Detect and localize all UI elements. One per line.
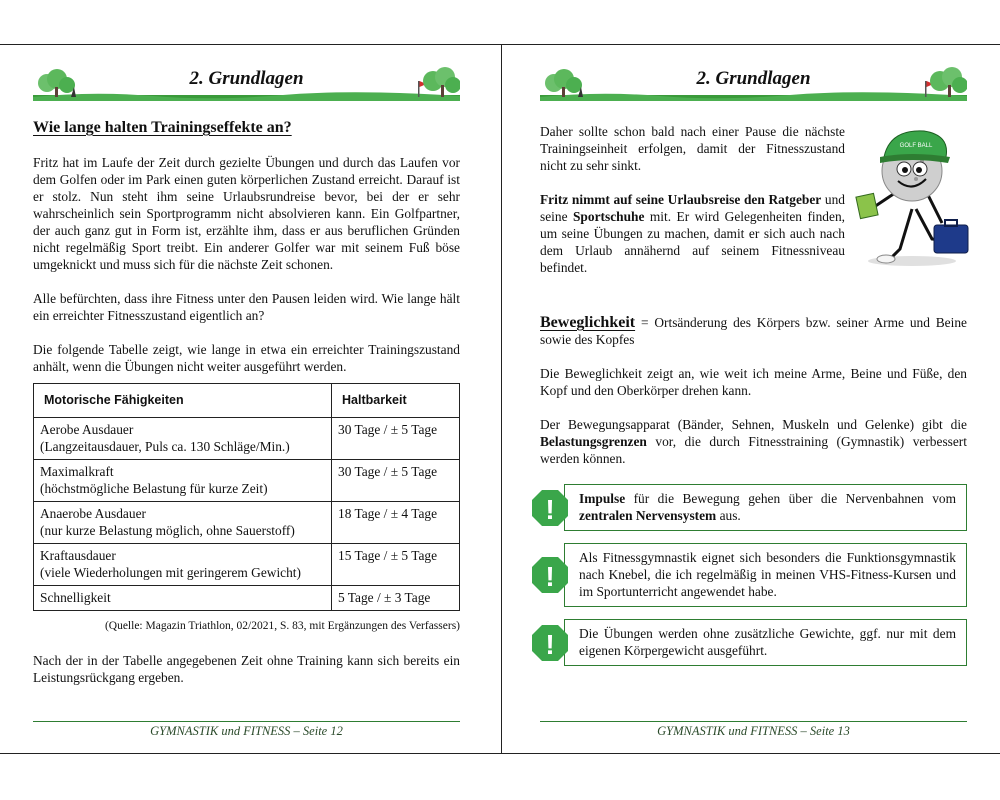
paragraph-definition [540, 314, 967, 348]
paragraph-mobility: Die Beweglichkeit zeigt an, wie weit ich meine Arme, Beine und Füße, den Kopf und den Oberkörper drehen kann. [540, 366, 967, 398]
table-row [34, 460, 460, 502]
paragraph-question: Alle befürchten, dass ihre Fitness unter den Pausen leiden wird. Wie lange hält ein erreichter Fitnesszustand eigentlich an? [33, 291, 460, 323]
ability-name: Kraftausdauer [40, 548, 116, 563]
exclamation-icon [531, 624, 569, 662]
ability-note: (nur kurze Belastung möglich, ohne Sauerstoff) [40, 523, 295, 538]
table-row [34, 502, 460, 544]
ability-note: (höchstmögliche Belastung für kurze Zeit) [40, 481, 268, 496]
ability-name: Maximalkraft [40, 464, 114, 479]
apparatus-bold: Belastungsgrenzen [540, 434, 647, 449]
durability-value: 30 Tage / ± 5 Tage [332, 418, 460, 460]
hint-box [545, 484, 967, 531]
left-body [33, 115, 460, 686]
left-page [33, 45, 460, 753]
hint-symbol: ! [545, 561, 555, 592]
hint-box [545, 619, 967, 666]
ability-name: Schnelligkeit [40, 590, 111, 605]
column-header-durability: Haltbarkeit [332, 384, 460, 418]
paragraph-table-intro: Die folgende Tabelle zeigt, wie lange in etwa ein erreichter Trainingszustand anhält, wenn die Übungen nicht weiter ausgeführt werden. [33, 342, 460, 374]
chapter-header [33, 63, 460, 103]
paragraph-fritz-travel [540, 191, 845, 276]
table-header-row [34, 384, 460, 418]
table-row [34, 418, 460, 460]
hint1-text-2: aus. [716, 508, 741, 523]
hint1-bold-1: Impulse [579, 491, 626, 506]
fritz-text-1: und seine [540, 192, 845, 224]
hint-symbol: ! [545, 628, 555, 660]
chapter-header [540, 63, 967, 103]
hint1-bold-2: zentralen Nervensystem [579, 508, 717, 523]
right-body [540, 115, 967, 666]
hint-box [545, 543, 967, 607]
column-header-abilities: Motorische Fähigkeiten [34, 384, 332, 418]
paragraph-fritz: Fritz hat im Laufe der Zeit durch gezielte Übungen und durch das Laufen vor dem Golfen oder im Park einen guten körperlichen Zustand erreicht. Darauf ist er stolz. Nun steht ihm seine Urlaubsrundreise bevor, bei der er sehr wahrscheinlich sein Sportprogramm nicht absolvieren kann. Ein Golfpartner, der auch ganz gut in Form ist, erzählte ihm, dass er aus beruflichen Gründen nicht regelmäßig Sport treibt. Ein anderer Golfer war mit seinem Fuß böse umgeknickt und muss sich für die nächste Zeit schonen. [33, 155, 460, 272]
durability-table [33, 383, 460, 611]
hint1-text-1: für die Bewegung gehen über die Nervenbahnen vom [625, 491, 956, 506]
chapter-title: 2. Grundlagen [189, 68, 304, 89]
durability-value: 5 Tage / ± 3 Tage [332, 586, 460, 611]
fritz-text-2: mit. Er wird Gelegenheiten finden, um seine Übungen zu machen, damit er sich auch nach dem Urlaub annähernd auf seinem Fitnessniveau befindet. [540, 209, 845, 275]
durability-value: 30 Tage / ± 5 Tage [332, 460, 460, 502]
hint3-text: Die Übungen werden ohne zusätzliche Gewichte, ggf. nur mit dem eigenen Körpergewicht ausgeführt. [579, 626, 956, 658]
ability-note: (viele Wiederholungen mit geringerem Gewicht) [40, 565, 301, 580]
durability-value: 18 Tage / ± 4 Tage [332, 502, 460, 544]
durability-value: 15 Tage / ± 5 Tage [332, 544, 460, 586]
exclamation-icon [531, 556, 569, 594]
cap-label: GOLF BALL [899, 143, 933, 149]
paragraph-intro: Daher sollte schon bald nach einer Pause die nächste Trainingseinheit erfolgen, damit der Fitnesszustand nicht zu sehr sinkt. [540, 124, 845, 173]
term-beweglichkeit: Beweglichkeit [540, 314, 636, 331]
term-definition: = Ortsänderung des Körpers bzw. seiner Arme und Beine sowie des Kopfes [540, 315, 967, 347]
chapter-title: 2. Grundlagen [696, 68, 811, 89]
apparatus-text-1: Der Bewegungsapparat (Bänder, Sehnen, Muskeln und Gelenke) gibt die [540, 417, 967, 432]
hint2-text: Als Fitnessgymnastik eignet sich besonders die Funktionsgymnastik nach Knebel, die ich regelmäßig in meinen VHS-Fitness-Kursen und im Sportunterricht angewendet habe. [579, 550, 956, 599]
ability-name: Aerobe Ausdauer [40, 422, 134, 437]
hint-symbol: ! [545, 493, 555, 525]
paragraph-conclusion: Nach der in der Tabelle angegebenen Zeit ohne Training kann sich bereits ein Leistungsrückgang ergeben. [33, 653, 460, 685]
right-page [540, 45, 967, 753]
gutter-line [501, 45, 502, 753]
section-heading: Wie lange halten Trainingseffekte an? [33, 119, 292, 136]
page-footer: GYMNASTIK und FITNESS – Seite 12 [33, 721, 460, 739]
paragraph-apparatus [540, 416, 967, 467]
exclamation-icon [531, 489, 569, 527]
apparatus-text-2: vor, die durch Fitnesstraining (Gymnastik) verbessert werden können. [540, 434, 967, 466]
fritz-bold-1: Fritz nimmt auf seine Urlaubsreise den Ratgeber [540, 192, 822, 207]
page-footer: GYMNASTIK und FITNESS – Seite 13 [540, 721, 967, 739]
table-row [34, 544, 460, 586]
fritz-bold-2: Sportschuhe [572, 209, 645, 224]
table-row [34, 586, 460, 611]
book-spread [0, 44, 1000, 754]
table-source: (Quelle: Magazin Triathlon, 02/2021, S. 83, mit Ergänzungen des Verfassers) [104, 620, 460, 632]
ability-name: Anaerobe Ausdauer [40, 506, 146, 521]
ability-note: (Langzeitausdauer, Puls ca. 130 Schläge/Min.) [40, 439, 290, 454]
